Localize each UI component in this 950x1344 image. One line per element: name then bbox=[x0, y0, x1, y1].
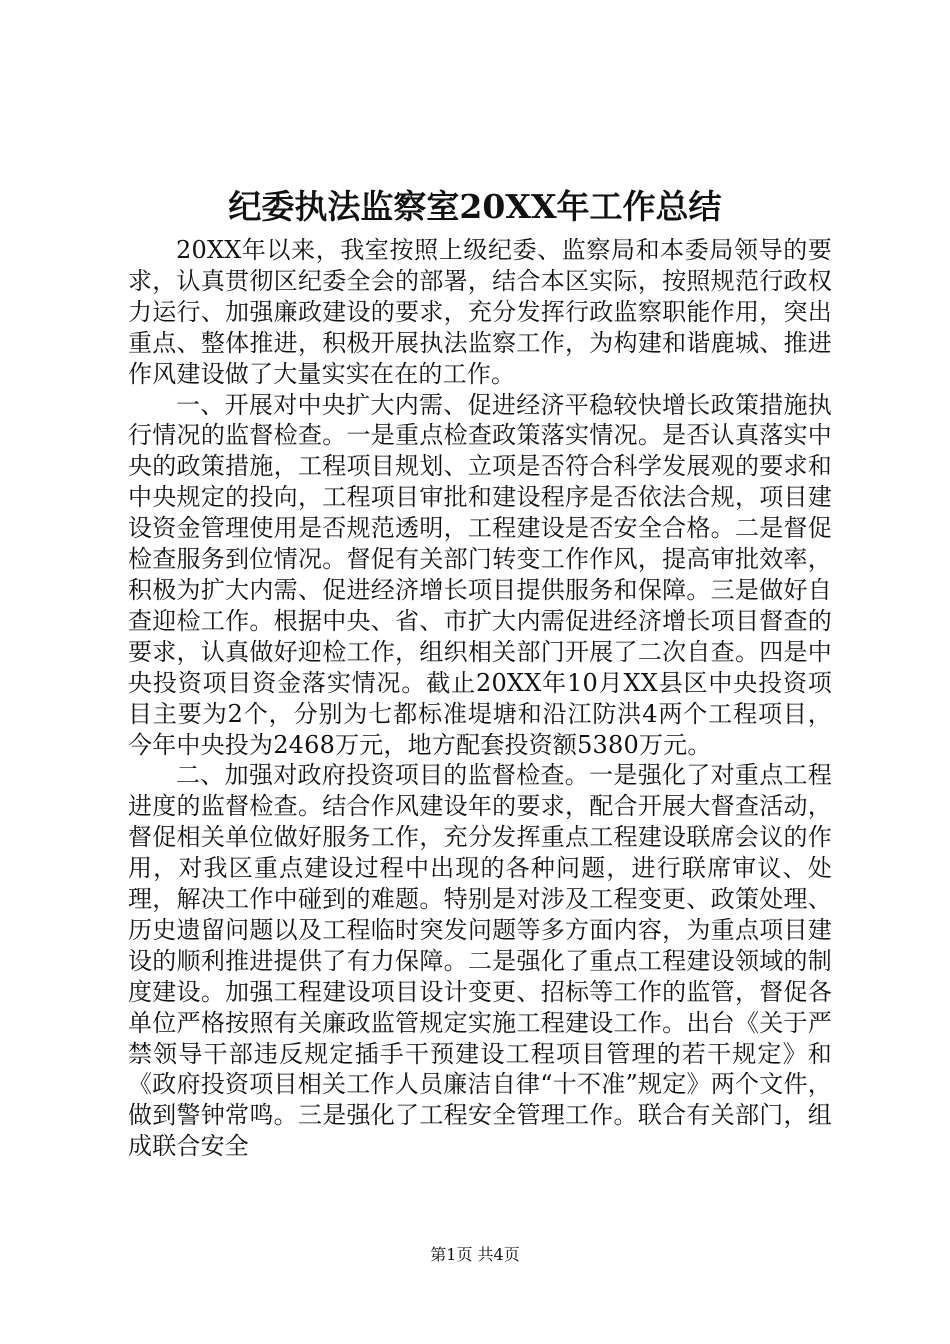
document-title: 纪委执法监察室20XX年工作总结 bbox=[228, 187, 722, 226]
paragraph-section-one: 一、开展对中央扩大内需、促进经济平稳较快增长政策措施执行情况的监督检查。一是重点检查政策落实情况。是否认真落实中央的政策措施，工程项目规划、立项是否符合科学发展观的要求和中央规定的投向，工程项目审批和建设程序是否依法合规，项目建设资金管理使用是否规范透明，工程建设是否安全合格。二是督促检查服务到位情况。督促有关部门转变工作作风，提高审批效率，积极为扩大内需、促进经济增长项目提供服务和保障。三是做好自查迎检工作。根据中央、省、市扩大内需促进经济增长项目督查的要求，认真做好迎检工作，组织相关部门开展了二次自查。四是中央投资项目资金落实情况。截止20XX年10月XX县区中央投资项目主要为2个，分别为七都标准堤塘和沿江防洪4两个工程项目，今年中央投为2468万元，地方配套投资额5380万元。 bbox=[128, 390, 832, 759]
document-body bbox=[128, 235, 832, 1162]
page-number: 第1页 共4页 bbox=[430, 1245, 520, 1264]
paragraph-intro: 20XX年以来，我室按照上级纪委、监察局和本委局领导的要求，认真贯彻区纪委全会的部署，结合本区实际，按照规范行政权力运行、加强廉政建设的要求，充分发挥行政监察职能作用，突出重点、整体推进，积极开展执法监察工作，为构建和谐鹿城、推进作风建设做了大量实实在在的工作。 bbox=[128, 236, 832, 388]
paragraph-section-two: 二、加强对政府投资项目的监督检查。一是强化了对重点工程进度的监督检查。结合作风建设年的要求，配合开展大督查活动，督促相关单位做好服务工作，充分发挥重点工程建设联席会议的作用，对我区重点建设过程中出现的各种问题，进行联席审议、处理，解决工作中碰到的难题。特别是对涉及工程变更、政策处理、历史遗留问题以及工程临时突发问题等多方面内容，为重点项目建设的顺利推进提供了有力保障。二是强化了重点工程建设领域的制度建设。加强工程建设项目设计变更、招标等工作的监管，督促各单位严格按照有关廉政监管规定实施工程建设工作。出台《关于严禁领导干部违反规定插手干预建设工程项目管理的若干规定》和《政府投资项目相关工作人员廉洁自律“十不准”规定》两个文件，做到警钟常鸣。三是强化了工程安全管理工作。联合有关部门，组成联合安全 bbox=[128, 761, 832, 1161]
